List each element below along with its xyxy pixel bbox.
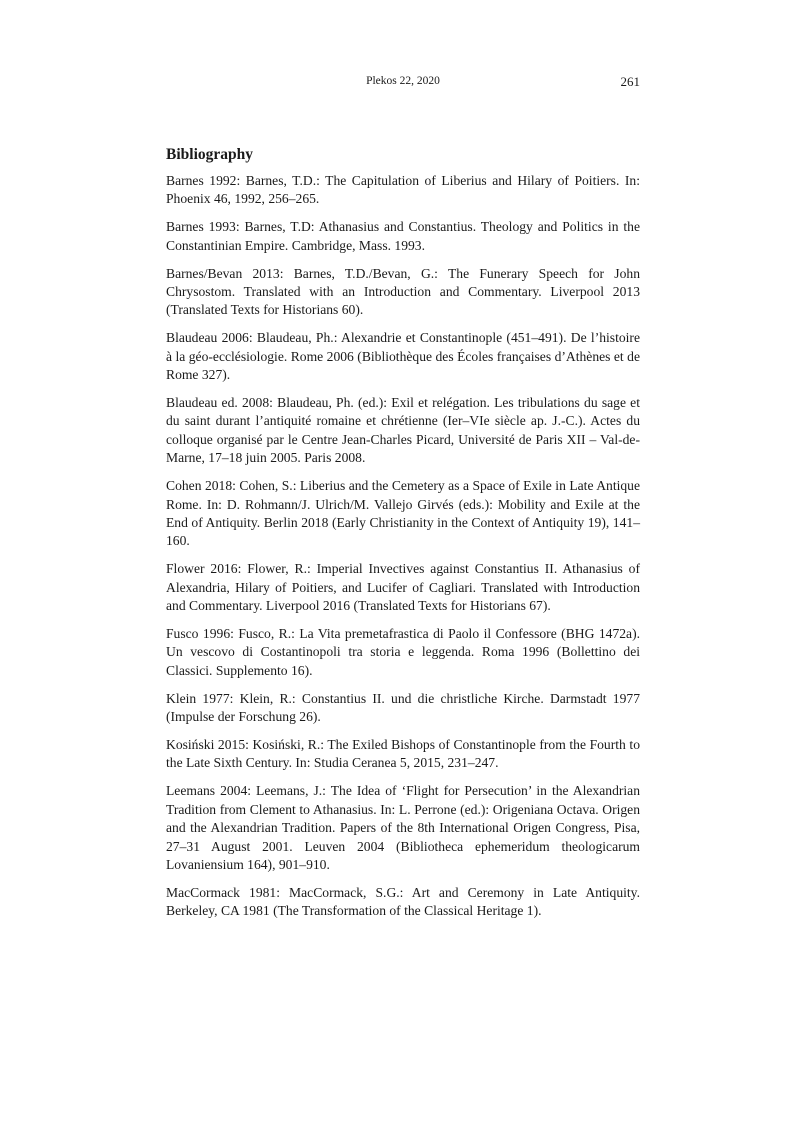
bibliography-entry: Fusco 1996: Fusco, R.: La Vita premetafrastica di Paolo il Confessore (BHG 1472a). Un vescovo di Costantinopoli tra storia e leggenda. Roma 1996 (Bollettino dei Classici. Supplemento 16). [166, 626, 640, 678]
page-number: 261 [620, 74, 640, 89]
bibliography-entry: Barnes/Bevan 2013: Barnes, T.D./Bevan, G.: The Funerary Speech for John Chrysostom. Translated with an Introduction and Commentary. Liverpool 2013 (Translated Texts for Historians 60). [166, 265, 640, 318]
bibliography-entry: Blaudeau 2006: Blaudeau, Ph.: Alexandrie et Constantinople (451–491). De l’histoire à la géo-ecclésiologie. Rome 2006 (Bibliothèque des Écoles françaises d’Athènes et de Rome 327). [166, 330, 640, 383]
bibliography-entry: Cohen 2018: Cohen, S.: Liberius and the Cemetery as a Space of Exile in Late Antique Rome. In: D. Rohmann/J. Ulrich/M. Vallejo Girvés (eds.): Mobility and Exile at the End of Antiquity. Berlin 2018 (Early Christianity in the Context of Antiquity 19), 141–160. [166, 478, 640, 549]
bibliography-section [166, 146, 640, 930]
section-heading: Bibliography [166, 146, 253, 163]
bibliography-entry: Blaudeau ed. 2008: Blaudeau, Ph. (ed.): Exil et relégation. Les tribulations du sage et du saint durant l’antiquité romaine et chrétienne (Ier–VIe siècle ap. J.-C.). Actes du colloque organisé par le Centre Jean-Charles Picard, Université de Paris XII – Val-de-Marne, 17–18 juin 2005. Paris 2008. [166, 395, 640, 466]
bibliography-entry: Klein 1977: Klein, R.: Constantius II. und die christliche Kirche. Darmstadt 1977 (Impulse der Forschung 26). [166, 690, 640, 725]
bibliography-entry: MacCormack 1981: MacCormack, S.G.: Art and Ceremony in Late Antiquity. Berkeley, CA 1981 (The Transformation of the Classical Heritage 1). [166, 884, 640, 919]
running-head [166, 74, 640, 92]
journal-title: Plekos 22, 2020 [366, 75, 440, 87]
bibliography-entry: Flower 2016: Flower, R.: Imperial Invectives against Constantius II. Athanasius of Alexandria, Hilary of Poitiers, and Lucifer of Cagliari. Translated with Introduction and Commentary. Liverpool 2016 (Translated Texts for Historians 67). [166, 561, 640, 614]
bibliography-entry: Barnes 1993: Barnes, T.D: Athanasius and Constantius. Theology and Politics in the Constantinian Empire. Cambridge, Mass. 1993. [166, 219, 640, 253]
bibliography-entry: Barnes 1992: Barnes, T.D.: The Capitulation of Liberius and Hilary of Poitiers. In: Phoenix 46, 1992, 256–265. [166, 173, 640, 207]
bibliography-entry: Leemans 2004: Leemans, J.: The Idea of ‘Flight for Persecution’ in the Alexandrian Tradition from Clement to Athanasius. In: L. Perrone (ed.): Origeniana Octava. Origen and the Alexandrian Tradition. Papers of the 8th International Origen Congress, Pisa, 27–31 August 2001. Leuven 2004 (Bibliotheca ephemeridum theologicarum Lovaniensium 164), 901–910. [166, 783, 640, 872]
bibliography-entry: Kosiński 2015: Kosiński, R.: The Exiled Bishops of Constantinople from the Fourth to the Late Sixth Century. In: Studia Ceranea 5, 2015, 231–247. [166, 737, 640, 771]
